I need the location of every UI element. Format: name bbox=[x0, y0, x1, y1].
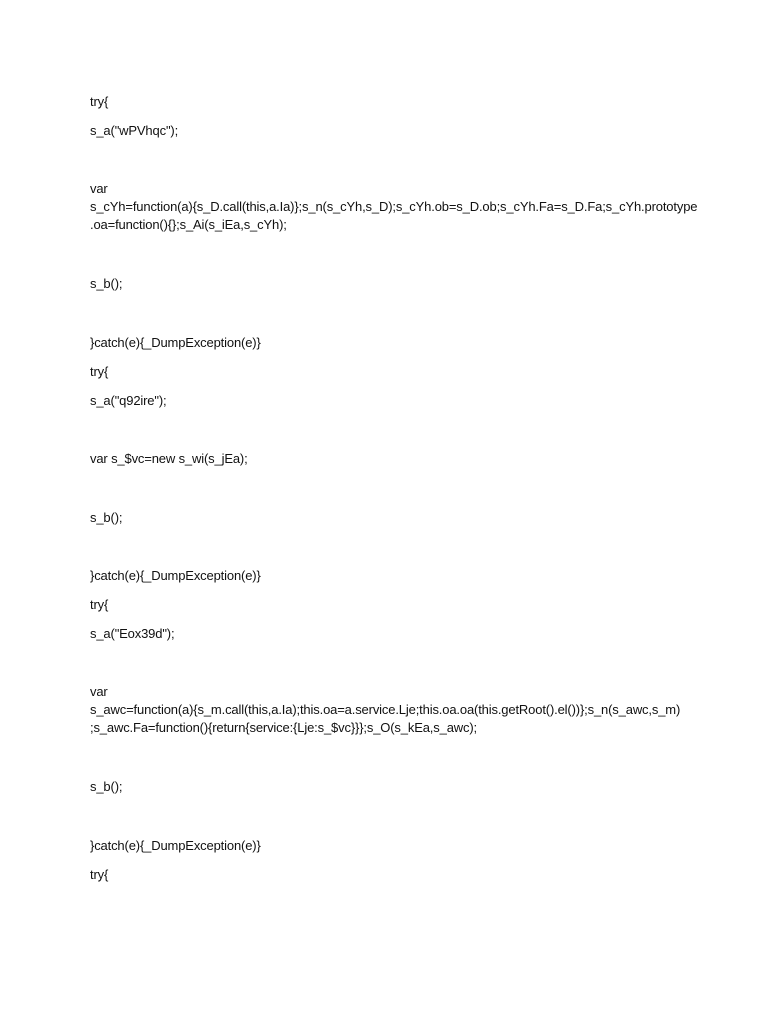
code-line: try{ bbox=[90, 94, 109, 109]
code-line: var bbox=[90, 684, 108, 699]
code-line: s_a("q92ire"); bbox=[90, 393, 167, 408]
code-line: }catch(e){_DumpException(e)} bbox=[90, 335, 261, 350]
code-line: try{ bbox=[90, 867, 109, 882]
code-line: try{ bbox=[90, 597, 109, 612]
code-line: }catch(e){_DumpException(e)} bbox=[90, 568, 261, 583]
code-line: var bbox=[90, 181, 108, 196]
code-line: s_awc=function(a){s_m.call(this,a.Ia);this.oa=a.service.Lje;this.oa.oa(this.getRoot().el())};s_n(s_awc,s_m) bbox=[90, 702, 681, 717]
code-line: s_b(); bbox=[90, 779, 123, 794]
code-line: .oa=function(){};s_Ai(s_iEa,s_cYh); bbox=[90, 217, 287, 232]
code-line: ;s_awc.Fa=function(){return{service:{Lje:s_$vc}}};s_O(s_kEa,s_awc); bbox=[90, 720, 478, 735]
code-line: s_a("Eox39d"); bbox=[90, 626, 175, 641]
code-line: s_a("wPVhqc"); bbox=[90, 123, 179, 138]
code-line: try{ bbox=[90, 364, 109, 379]
code-line: s_b(); bbox=[90, 510, 123, 525]
code-line: s_b(); bbox=[90, 276, 123, 291]
code-line: }catch(e){_DumpException(e)} bbox=[90, 838, 261, 853]
code-line: var s_$vc=new s_wi(s_jEa); bbox=[90, 451, 248, 466]
code-line: s_cYh=function(a){s_D.call(this,a.Ia)};s_n(s_cYh,s_D);s_cYh.ob=s_D.ob;s_cYh.Fa=s_D.Fa;s_cYh.prototype bbox=[90, 199, 698, 214]
